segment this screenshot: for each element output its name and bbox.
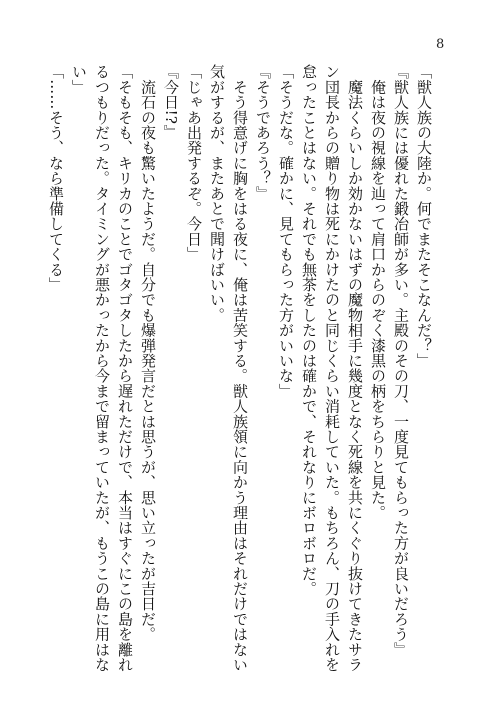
text-line: るつもりだった。タイミングが悪かったから今まで留まっていたが、もうこの島に用はな — [93, 64, 111, 672]
text-line: ン団長からの贈り物は死にかけたのと同じくらい消耗していた。もちろん、刀の手入れを — [323, 64, 341, 672]
text-line: そう得意げに胸をはる夜に、俺は苦笑する。獣人族領に向かう理由はそれだけではない — [231, 64, 249, 672]
text-line: い」 — [70, 64, 88, 95]
text-line: 「獣人族の大陸か。何でまたそこなんだ？」 — [415, 64, 433, 368]
text-line: 魔法くらいしか効かないはずの魔物相手に幾度となく死線を共にくぐり抜けてきたサラ — [346, 64, 364, 672]
text-line: 「……そう、なら準備してくる」 — [47, 64, 65, 292]
vertical-text-body — [47, 64, 435, 672]
text-line: 『今日!?』 — [162, 64, 180, 140]
text-line: 怠ったことはない。それでも無茶をしたのは確かで、それなりにボロボロだ。 — [300, 64, 318, 596]
text-line: 「じゃあ出発するぞ。今日」 — [185, 64, 203, 262]
text-line: 流石の夜も驚いたようだ。自分でも爆弾発言だとは思うが、思い立ったが吉日だ。 — [139, 64, 157, 642]
text-line: 「そもそも、キリカのことでゴタゴタしたから遅れただけで、本当はすぐにこの島を離れ — [116, 64, 134, 672]
page-number: 8 — [436, 37, 445, 52]
text-line: 『そうであろう？』 — [254, 64, 272, 201]
text-line: 『獣人族には優れた鍛冶師が多い。主殿のその刀、一度見てもらった方が良いだろう』 — [392, 64, 410, 657]
text-line: 「そうだな。確かに、見てもらった方がいいな」 — [277, 64, 295, 399]
text-line: 俺は夜の視線を辿って肩口からのぞく漆黒の柄をちらりと見た。 — [369, 64, 387, 520]
text-line: 気がするが、またあとで聞けばいい。 — [208, 64, 226, 323]
